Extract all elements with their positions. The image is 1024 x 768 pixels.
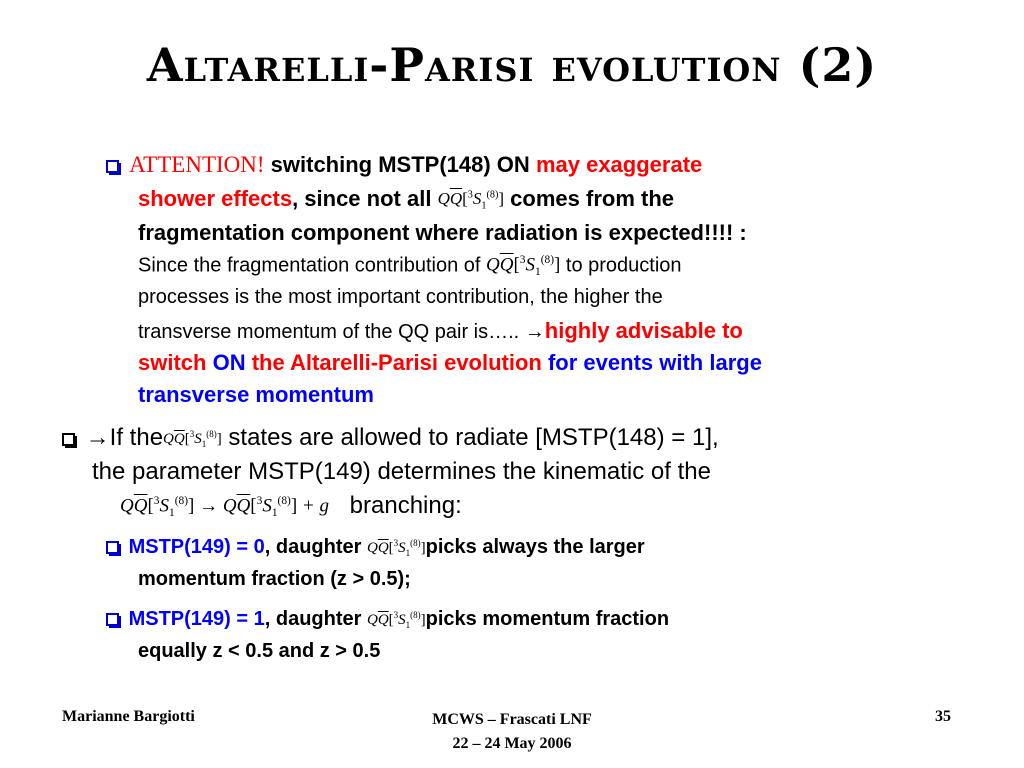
attention-line-8: transverse momentum (138, 382, 374, 407)
attention-text: may exaggerate (535, 152, 703, 177)
attention-label: ATTENTION! (129, 152, 265, 177)
mstp149-0-text: , daughter (264, 536, 362, 558)
attention-line-7 (138, 350, 762, 376)
attention-text: ON (212, 350, 246, 375)
mstp149-0-line-1 (106, 536, 645, 559)
attention-text: switch (138, 350, 207, 375)
qq-state-formula: $Q\overline{Q}[^3S_1^{(8)}]$ (437, 188, 505, 212)
attention-line-6 (138, 318, 743, 344)
page-number: 35 (935, 708, 951, 725)
radiation-line-3 (120, 492, 462, 520)
attention-text: comes from the (510, 186, 674, 211)
footer-author: Marianne Bargiotti (62, 708, 195, 725)
qq-state-formula: $Q\overline{Q}[^3S_1^{(8)}]$ (486, 254, 561, 279)
radiation-text: branching: (349, 492, 462, 519)
qq-state-formula: $Q\overline{Q}[^3S_1^{(8)}]$ (163, 428, 222, 449)
mstp149-1-label: MSTP(149) = 1 (128, 608, 265, 630)
attention-line-1 (106, 152, 702, 178)
footer-venue (362, 708, 662, 756)
mstp149-0-text: picks always the larger (425, 536, 645, 558)
bullet-box-icon (62, 433, 75, 446)
mstp149-1-line-2: equally z < 0.5 and z > 0.5 (138, 640, 381, 662)
mstp149-0-bullet (106, 536, 986, 600)
mstp149-0-label: MSTP(149) = 0 (128, 536, 265, 558)
attention-bullet (106, 150, 976, 410)
slide-title: Altarelli-Parisi evolution (2) (146, 38, 878, 92)
radiation-line-2: the parameter MSTP(149) determines the kinematic of the (92, 458, 711, 485)
footer-venue-name: MCWS – Frascati LNF (432, 711, 592, 728)
radiation-text: states are allowed to radiate [MSTP(148) = 1], (228, 424, 719, 451)
attention-line-2 (138, 186, 674, 212)
attention-text: for events with large (547, 350, 762, 375)
attention-text: , since not all (292, 186, 432, 211)
radiation-bullet (62, 424, 962, 524)
radiation-text: If the (109, 424, 164, 451)
arrow-right-icon: → (524, 321, 545, 343)
arrow-right-icon: → (85, 424, 110, 451)
bullet-box-icon (106, 541, 119, 554)
qq-state-formula: $Q\overline{Q}[^3S_1^{(8)}]$ (366, 537, 426, 558)
attention-text: switching MSTP(148) ON (270, 152, 530, 177)
footer-dates: 22 – 24 May 2006 (452, 735, 572, 752)
mstp149-1-line-1 (106, 608, 669, 631)
attention-text: transverse momentum of the QQ pair is….. (138, 321, 525, 343)
attention-line-5: processes is the most important contribution, the higher the (138, 286, 663, 308)
bullet-box-icon (106, 160, 119, 173)
attention-text: highly advisable to (544, 318, 743, 343)
attention-text: Since the fragmentation contribution of (138, 254, 481, 277)
attention-text: shower effects (138, 186, 293, 211)
attention-line-3: fragmentation component where radiation is expected!!!! : (138, 220, 747, 245)
mstp149-1-text: , daughter (264, 608, 362, 630)
attention-text: to production (565, 254, 682, 277)
branching-formula: $Q\overline{Q}[^3S_1^{(8)}] \to Q\overline{Q}[^3S_1^{(8)}] + g$ (120, 494, 329, 519)
attention-text: the Altarelli-Parisi evolution (251, 350, 542, 375)
mstp149-1-text: picks momentum fraction (425, 608, 670, 630)
mstp149-0-line-2: momentum fraction (z > 0.5); (138, 568, 411, 590)
mstp149-1-bullet (106, 608, 986, 672)
qq-state-formula: $Q\overline{Q}[^3S_1^{(8)}]$ (366, 609, 426, 630)
radiation-line-1 (62, 424, 719, 452)
bullet-box-icon (106, 613, 119, 626)
attention-line-4 (138, 254, 682, 278)
